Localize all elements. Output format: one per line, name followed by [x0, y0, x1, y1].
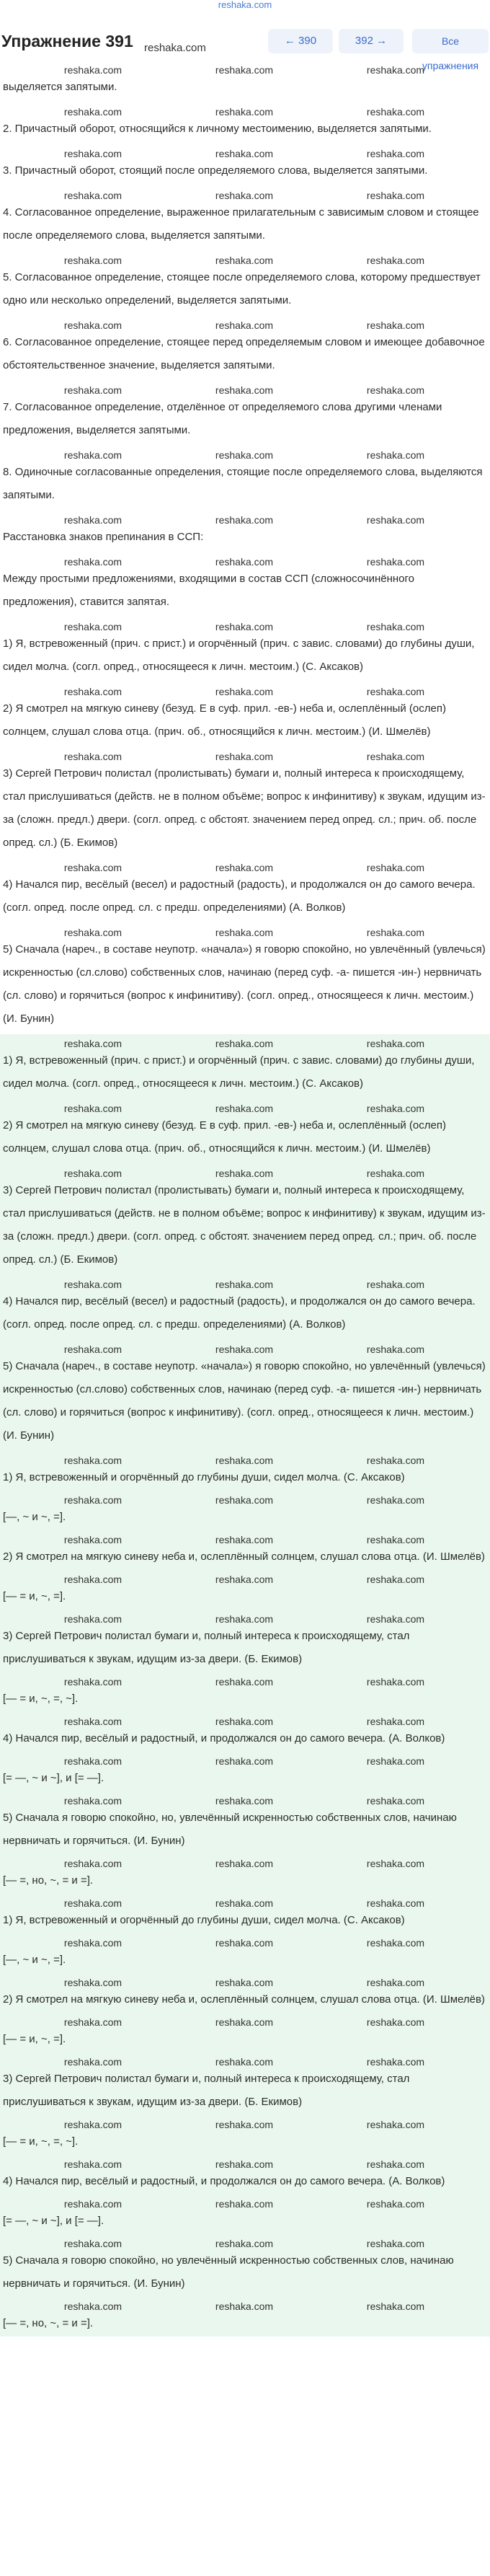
watermark: reshaka.com: [215, 319, 274, 331]
watermark: reshaka.com: [366, 621, 425, 632]
watermark-row: [17, 1897, 471, 1909]
watermark: reshaka.com: [63, 1858, 122, 1869]
watermark: reshaka.com: [63, 1279, 122, 1290]
text-block: [0, 1340, 490, 1451]
watermark: reshaka.com: [366, 1344, 425, 1355]
watermark: reshaka.com: [366, 927, 425, 938]
text-block: [0, 186, 490, 251]
text-block: [0, 1275, 490, 1340]
watermark: reshaka.com: [366, 384, 425, 396]
text-block: [0, 1451, 490, 1493]
scheme-block: [0, 2197, 490, 2234]
watermark: reshaka.com: [215, 64, 274, 76]
watermark-row: [17, 1676, 471, 1688]
text-block: [0, 251, 490, 316]
watermark: reshaka.com: [215, 1455, 274, 1466]
paragraph-text: 8. Одиночные согласованные определения, стоящие после определяемого слова, выделяются запятыми.: [3, 466, 483, 501]
watermark: reshaka.com: [63, 2016, 122, 2028]
watermark: reshaka.com: [63, 2198, 122, 2210]
watermark: reshaka.com: [215, 514, 274, 526]
text-block: [0, 1164, 490, 1275]
text-block: [0, 316, 490, 381]
watermark: reshaka.com: [63, 2119, 122, 2130]
watermark: reshaka.com: [63, 686, 122, 697]
paragraph-text: 1) Я, встревоженный и огорчённый до глубины души, сидел молча. (С. Аксаков): [3, 1471, 405, 1483]
watermark: reshaka.com: [366, 1494, 425, 1506]
paragraph-text: 3. Причастный оборот, стоящий после определяемого слова, выделяется запятыми.: [3, 164, 428, 177]
watermark: reshaka.com: [366, 255, 425, 266]
watermark: reshaka.com: [63, 2056, 122, 2068]
text-block: [0, 1034, 490, 1099]
watermark-row: [17, 319, 471, 331]
watermark: reshaka.com: [366, 1795, 425, 1807]
watermark-row: [17, 1613, 471, 1625]
watermark: reshaka.com: [215, 1494, 274, 1506]
text-block: [0, 1712, 490, 1754]
watermark: reshaka.com: [366, 1755, 425, 1767]
text-block: [0, 1610, 490, 1675]
watermark: reshaka.com: [366, 1279, 425, 1290]
watermark-row: [17, 1574, 471, 1585]
sentence-scheme: [—, ~ и ~, =].: [3, 1954, 66, 1966]
watermark: reshaka.com: [366, 1103, 425, 1114]
text-block: [0, 1099, 490, 1164]
watermark: reshaka.com: [366, 1897, 425, 1909]
exercise-header: [0, 25, 490, 71]
watermark: reshaka.com: [366, 1038, 425, 1049]
watermark: reshaka.com: [63, 1038, 122, 1049]
watermark: reshaka.com: [63, 1168, 122, 1179]
watermark: reshaka.com: [63, 148, 122, 159]
watermark: reshaka.com: [366, 2301, 425, 2312]
watermark-row: [17, 1977, 471, 1988]
watermark: reshaka.com: [215, 1676, 274, 1688]
watermark-row: [17, 64, 471, 76]
watermark: reshaka.com: [215, 2158, 274, 2170]
text-block: [0, 552, 490, 617]
text-block: [0, 1791, 490, 1856]
paragraph-text: 1) Я, встревоженный и огорчённый до глубины души, сидел молча. (С. Аксаков): [3, 1914, 405, 1926]
text-block: [0, 102, 490, 144]
watermark: reshaka.com: [366, 1937, 425, 1949]
watermark: reshaka.com: [215, 1977, 274, 1988]
paragraph-text: 7. Согласованное определение, отделённое от определяемого слова другими членами предложения, выделяется запятыми.: [3, 401, 442, 436]
watermark: reshaka.com: [63, 1103, 122, 1114]
watermark-row: [17, 1103, 471, 1114]
watermark: reshaka.com: [63, 751, 122, 762]
watermark-row: [17, 1279, 471, 1290]
sentence-scheme: [— =, но, ~, = и =].: [3, 2317, 94, 2329]
watermark: reshaka.com: [63, 1937, 122, 1949]
watermark: reshaka.com: [215, 2119, 274, 2130]
watermark: reshaka.com: [63, 514, 122, 526]
watermark: reshaka.com: [366, 64, 425, 76]
text-block: [0, 381, 490, 446]
paragraph-text: Между простыми предложениями, входящими в состав ССП (сложносочинённого предложения), ставится запятая.: [3, 573, 414, 608]
watermark: reshaka.com: [63, 64, 122, 76]
text-block: [0, 747, 490, 858]
watermark: reshaka.com: [215, 148, 274, 159]
watermark: reshaka.com: [215, 1937, 274, 1949]
text-block: [0, 2234, 490, 2299]
sentence-scheme: [—, ~ и ~, =].: [3, 1511, 66, 1523]
watermark: reshaka.com: [63, 1494, 122, 1506]
watermark: reshaka.com: [215, 255, 274, 266]
text-block: [0, 858, 490, 923]
watermark: reshaka.com: [366, 190, 425, 201]
text-block: [0, 617, 490, 682]
watermark-row: [17, 449, 471, 461]
watermark-row: [17, 1755, 471, 1767]
watermark: reshaka.com: [63, 1795, 122, 1807]
text-block: [0, 923, 490, 1034]
watermark: reshaka.com: [215, 384, 274, 396]
watermark-row: [17, 1795, 471, 1807]
watermark: reshaka.com: [215, 2056, 274, 2068]
watermark-row: [17, 2198, 471, 2210]
paragraph-text: 3) Сергей Петрович полистал (пролистывать) бумаги и, полный интереса к происходящему, стал прислушиваться (действ. не в полном объёме; вопрос к инфинитиву) к звукам, идущим из-за (сложн. предл.) двери. (согл. опред. с обстоят. значением перед опред. сл.; прич. об. после опред. сл.) (Б. Екимов): [3, 767, 486, 849]
watermark: reshaka.com: [215, 1279, 274, 1290]
paragraph-text: Расстановка знаков препинания в ССП:: [3, 531, 204, 543]
page-title: Упражнение 391: [1, 32, 133, 50]
watermark: reshaka.com: [215, 1168, 274, 1179]
watermark: reshaka.com: [215, 1858, 274, 1869]
watermark: reshaka.com: [215, 1716, 274, 1727]
sentence-scheme: [— = и, ~, =].: [3, 2033, 66, 2045]
site-url[interactable]: reshaka.com: [218, 0, 272, 10]
watermark: reshaka.com: [63, 106, 122, 118]
sentence-scheme: [= —, ~ и ~], и [= —].: [3, 2215, 104, 2227]
paragraph-text: 2. Причастный оборот, относящийся к личному местоимению, выделяется запятыми.: [3, 123, 432, 135]
watermark: reshaka.com: [63, 1977, 122, 1988]
watermark: reshaka.com: [366, 2056, 425, 2068]
paragraph-text: 2) Я смотрел на мягкую синеву (безуд. Е в суф. прил. -ев-) неба и, ослеплённый (ослеп) солнцем, слушал слова отца. (прич. об., относящийся к личн. местоим.) (И. Шмелёв): [3, 1119, 446, 1155]
watermark: reshaka.com: [366, 1858, 425, 1869]
scheme-block: [0, 1675, 490, 1712]
watermark-row: [17, 1168, 471, 1179]
watermark: reshaka.com: [215, 2301, 274, 2312]
watermark-row: [17, 514, 471, 526]
watermark: reshaka.com: [366, 449, 425, 461]
scheme-block: [0, 1856, 490, 1894]
text-block: [0, 1894, 490, 1936]
watermark-row: [17, 2056, 471, 2068]
watermark: reshaka.com: [63, 190, 122, 201]
watermark-row: [17, 384, 471, 396]
paragraph-text: 1) Я, встревоженный (прич. с прист.) и огорчённый (прич. с завис. словами) до глубины души, сидел молча. (согл. опред., относящееся к личн. местоим.) (С. Аксаков): [3, 638, 475, 673]
watermark-row: [17, 2238, 471, 2249]
all-exercises-button[interactable]: Все упражнения: [412, 29, 489, 53]
paragraph-text: 6. Согласованное определение, стоящее перед определяемым словом и имеющее добавочное обстоятельственное значение, выделяется запятыми.: [3, 336, 485, 371]
watermark: reshaka.com: [215, 556, 274, 568]
watermark-row: [17, 686, 471, 697]
text-block: [0, 2155, 490, 2197]
watermark-row: [17, 862, 471, 873]
watermark-row: [17, 556, 471, 568]
watermark: reshaka.com: [215, 106, 274, 118]
scheme-block: [0, 2299, 490, 2337]
watermark: reshaka.com: [63, 1676, 122, 1688]
watermark: reshaka.com: [63, 1455, 122, 1466]
watermark: reshaka.com: [366, 686, 425, 697]
watermark: reshaka.com: [366, 2198, 425, 2210]
watermark-row: [17, 2119, 471, 2130]
paragraph-text: 5) Сначала я говорю спокойно, но, увлечённый искренностью собственных слов, начинаю нервничать и горячиться. (И. Бунин): [3, 1812, 457, 1847]
watermark: reshaka.com: [366, 862, 425, 873]
watermark: reshaka.com: [63, 621, 122, 632]
scheme-block: [0, 1754, 490, 1791]
text-block: [0, 511, 490, 552]
watermark: reshaka.com: [63, 319, 122, 331]
watermark: reshaka.com: [366, 1676, 425, 1688]
watermark-row: [17, 106, 471, 118]
exercise-content: [0, 61, 490, 2337]
watermark: reshaka.com: [215, 1038, 274, 1049]
watermark: reshaka.com: [63, 255, 122, 266]
watermark: reshaka.com: [366, 2119, 425, 2130]
watermark: reshaka.com: [366, 1534, 425, 1545]
paragraph-text: выделяется запятыми.: [3, 81, 117, 93]
watermark: reshaka.com: [63, 1755, 122, 1767]
watermark: reshaka.com: [215, 1534, 274, 1545]
watermark: reshaka.com: [215, 2016, 274, 2028]
paragraph-text: 3) Сергей Петрович полистал бумаги и, полный интереса к происходящему, стал прислушиваться к звукам, идущим из-за двери. (Б. Екимов): [3, 1630, 410, 1665]
sentence-scheme: [— = и, ~, =, ~].: [3, 1693, 79, 1705]
watermark: reshaka.com: [366, 148, 425, 159]
paragraph-text: 4. Согласованное определение, выраженное прилагательным с зависимым словом и стоящее после определяемого слова, выделяется запятыми.: [3, 206, 479, 242]
watermark: reshaka.com: [366, 514, 425, 526]
watermark-row: [17, 1858, 471, 1869]
watermark: reshaka.com: [215, 686, 274, 697]
watermark: reshaka.com: [63, 2301, 122, 2312]
sentence-scheme: [= —, ~ и ~], и [= —].: [3, 1772, 104, 1784]
watermark-row: [17, 1937, 471, 1949]
watermark: reshaka.com: [215, 1103, 274, 1114]
sentence-scheme: [— =, но, ~, = и =].: [3, 1874, 94, 1887]
paragraph-text: 5) Сначала (нареч., в составе неупотр. «начала») я говорю спокойно, но увлечённый (увлечься) искренностью (сл.слово) собственных слов, начинаю (перед суф. -а- пишется -ин-) нервничать (сл. слово) и горячиться (вопрос к инфинитиву). (согл. опред., относящееся к личн. местоим.) (И. Бунин): [3, 1360, 486, 1442]
next-exercise-button[interactable]: 392 →: [339, 29, 404, 53]
watermark-row: [17, 1534, 471, 1545]
text-block: [0, 144, 490, 186]
watermark: reshaka.com: [366, 1574, 425, 1585]
watermark: reshaka.com: [63, 862, 122, 873]
watermark: reshaka.com: [63, 1344, 122, 1355]
text-block: [0, 1973, 490, 2015]
watermark: reshaka.com: [366, 1168, 425, 1179]
watermark: reshaka.com: [63, 1613, 122, 1625]
paragraph-text: 5. Согласованное определение, стоящее после определяемого слова, которому предшествует одно или несколько определений, выделяется запятыми.: [3, 271, 481, 306]
watermark-row: [17, 751, 471, 762]
watermark: reshaka.com: [215, 190, 274, 201]
sentence-scheme: [— = и, ~, =, ~].: [3, 2135, 79, 2148]
paragraph-text: 5) Сначала я говорю спокойно, но увлечённый искренностью собственных слов, начинаю нервничать и горячиться. (И. Бунин): [3, 2254, 454, 2290]
watermark: reshaka.com: [63, 927, 122, 938]
watermark-row: [17, 148, 471, 159]
text-block: [0, 61, 490, 102]
watermark-row: [17, 255, 471, 266]
watermark: reshaka.com: [366, 2238, 425, 2249]
watermark: reshaka.com: [63, 384, 122, 396]
watermark: reshaka.com: [63, 1574, 122, 1585]
paragraph-text: 5) Сначала (нареч., в составе неупотр. «начала») я говорю спокойно, но увлечённый (увлечься) искренностью (сл.слово) собственных слов, начинаю (перед суф. -а- пишется -ин-) нервничать (сл. слово) и горячиться (вопрос к инфинитиву). (согл. опред., относящееся к личн. местоим.) (И. Бунин): [3, 943, 486, 1025]
paragraph-text: 2) Я смотрел на мягкую синеву неба и, ослеплённый солнцем, слушал слова отца. (И. Шмелёв): [3, 1551, 485, 1563]
watermark-row: [17, 1455, 471, 1466]
watermark: reshaka.com: [366, 751, 425, 762]
scheme-block: [0, 1572, 490, 1610]
paragraph-text: 1) Я, встревоженный (прич. с прист.) и огорчённый (прич. с завис. словами) до глубины души, сидел молча. (согл. опред., относящееся к личн. местоим.) (С. Аксаков): [3, 1054, 475, 1090]
watermark: reshaka.com: [215, 1574, 274, 1585]
sentence-scheme: [— = и, ~, =].: [3, 1590, 66, 1602]
watermark-row: [17, 1494, 471, 1506]
watermark: reshaka.com: [215, 1344, 274, 1355]
watermark: reshaka.com: [63, 1534, 122, 1545]
watermark: reshaka.com: [366, 2016, 425, 2028]
watermark: reshaka.com: [144, 42, 206, 54]
watermark: reshaka.com: [366, 2158, 425, 2170]
watermark: reshaka.com: [215, 449, 274, 461]
watermark-row: [17, 2016, 471, 2028]
text-block: [0, 1530, 490, 1572]
watermark: reshaka.com: [366, 1613, 425, 1625]
watermark: reshaka.com: [366, 1716, 425, 1727]
watermark: reshaka.com: [215, 1613, 274, 1625]
watermark: reshaka.com: [366, 1455, 425, 1466]
watermark: reshaka.com: [215, 1897, 274, 1909]
prev-exercise-button[interactable]: ← 390: [268, 29, 333, 53]
text-block: [0, 446, 490, 511]
watermark-row: [17, 2301, 471, 2312]
paragraph-text: 3) Сергей Петрович полистал (пролистывать) бумаги и, полный интереса к происходящему, стал прислушиваться (действ. не в полном объёме; вопрос к инфинитиву) к звукам, идущим из-за (сложн. предл.) двери. (согл. опред. с обстоят. значением перед опред. сл.; прич. об. после опред. сл.) (Б. Екимов): [3, 1184, 486, 1266]
watermark: reshaka.com: [63, 2238, 122, 2249]
watermark-row: [17, 1344, 471, 1355]
watermark: reshaka.com: [366, 1977, 425, 1988]
watermark: reshaka.com: [366, 106, 425, 118]
watermark: reshaka.com: [215, 2198, 274, 2210]
scheme-block: [0, 2117, 490, 2155]
watermark: reshaka.com: [366, 556, 425, 568]
watermark: reshaka.com: [63, 2158, 122, 2170]
watermark: reshaka.com: [366, 319, 425, 331]
scheme-block: [0, 2015, 490, 2052]
watermark: reshaka.com: [215, 751, 274, 762]
watermark: reshaka.com: [215, 862, 274, 873]
watermark: reshaka.com: [63, 1716, 122, 1727]
watermark-row: [17, 190, 471, 201]
watermark-row: [17, 1038, 471, 1049]
paragraph-text: 4) Начался пир, весёлый (весел) и радостный (радость), и продолжался он до самого вечера. (согл. опред. после опред. сл. с предш. определениями) (А. Волков): [3, 1295, 476, 1331]
paragraph-text: 2) Я смотрел на мягкую синеву (безуд. Е в суф. прил. -ев-) неба и, ослеплённый (ослеп) солнцем, слушал слова отца. (прич. об., относящийся к личн. местоим.) (И. Шмелёв): [3, 702, 446, 738]
watermark-row: [17, 621, 471, 632]
paragraph-text: 4) Начался пир, весёлый и радостный, и продолжался он до самого вечера. (А. Волков): [3, 1732, 445, 1744]
text-block: [0, 682, 490, 747]
watermark: reshaka.com: [215, 2238, 274, 2249]
watermark: reshaka.com: [215, 1755, 274, 1767]
watermark-row: [17, 2158, 471, 2170]
watermark-row: [17, 927, 471, 938]
watermark: reshaka.com: [215, 927, 274, 938]
watermark-row: [17, 1716, 471, 1727]
scheme-block: [0, 1493, 490, 1530]
paragraph-text: 4) Начался пир, весёлый и радостный, и продолжался он до самого вечера. (А. Волков): [3, 2175, 445, 2187]
watermark: reshaka.com: [215, 621, 274, 632]
scheme-block: [0, 1936, 490, 1973]
paragraph-text: 3) Сергей Петрович полистал бумаги и, полный интереса к происходящему, стал прислушиваться к звукам, идущим из-за двери. (Б. Екимов): [3, 2073, 410, 2108]
text-block: [0, 2052, 490, 2117]
watermark: reshaka.com: [63, 556, 122, 568]
watermark: reshaka.com: [63, 449, 122, 461]
watermark: reshaka.com: [215, 1795, 274, 1807]
paragraph-text: 4) Начался пир, весёлый (весел) и радостный (радость), и продолжался он до самого вечера. (согл. опред. после опред. сл. с предш. определениями) (А. Волков): [3, 878, 476, 914]
paragraph-text: 2) Я смотрел на мягкую синеву неба и, ослеплённый солнцем, слушал слова отца. (И. Шмелёв): [3, 1993, 485, 2006]
watermark: reshaka.com: [63, 1897, 122, 1909]
